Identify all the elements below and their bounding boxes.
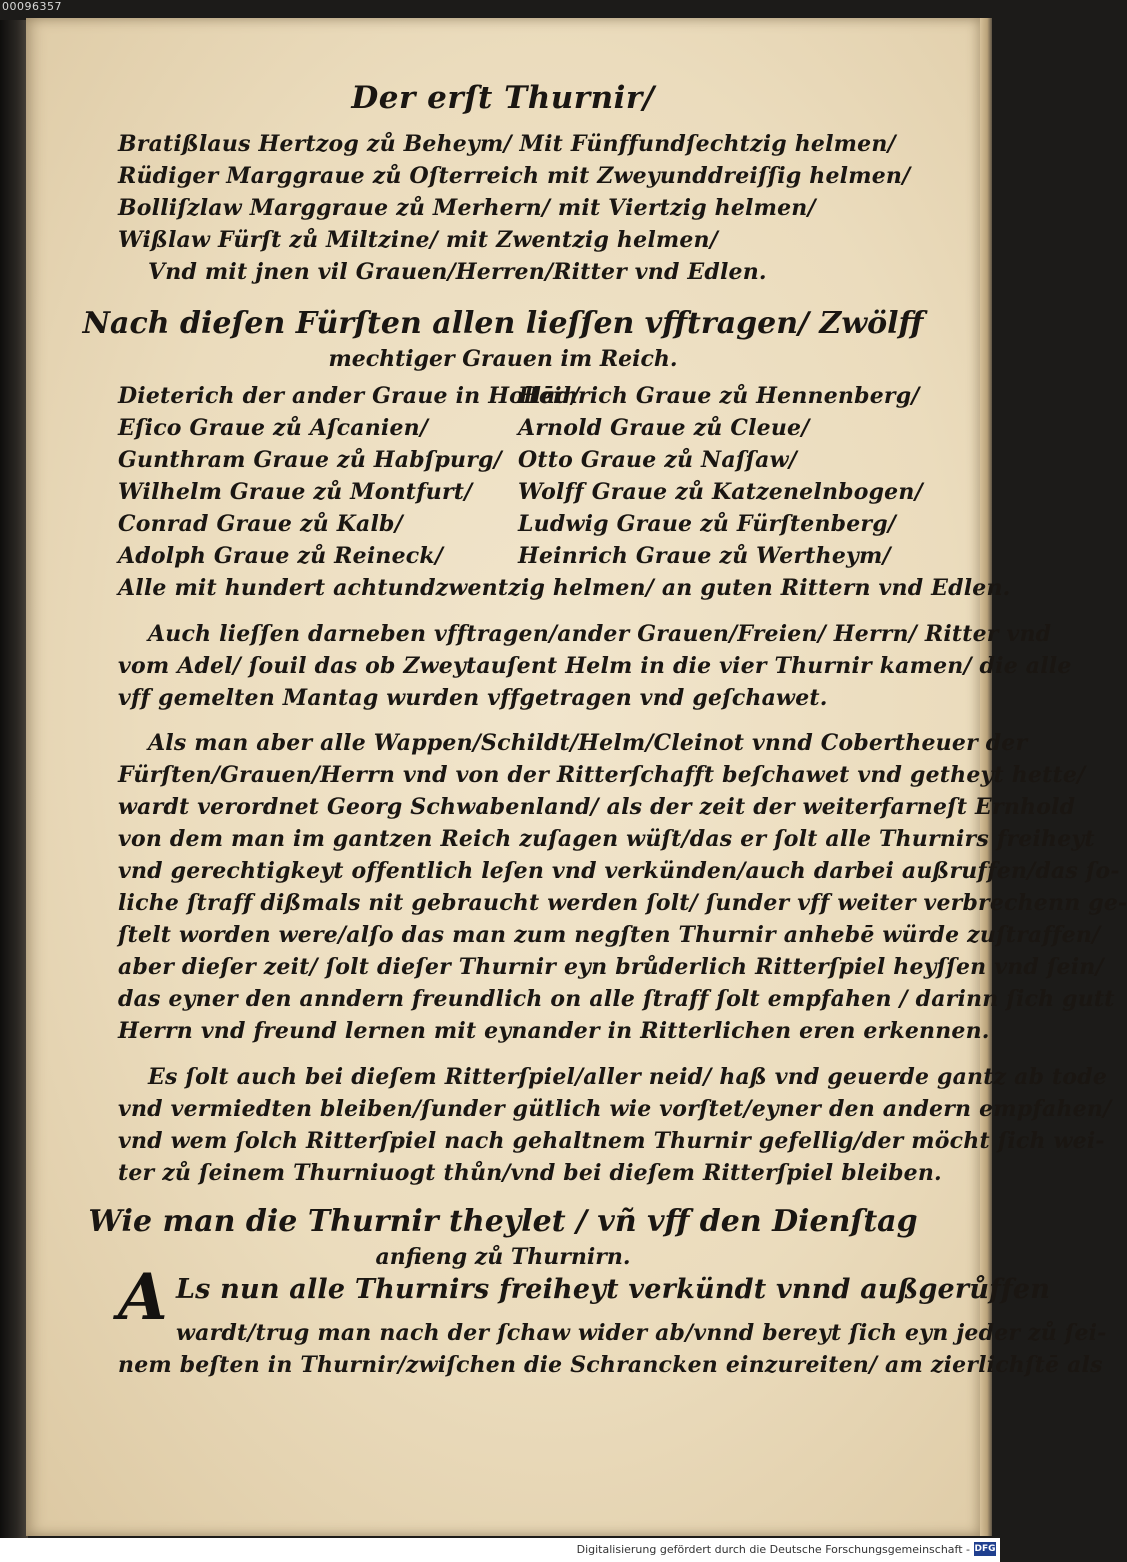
section-subheading: anfieng zů Thurnirn. — [375, 1244, 631, 1270]
text-line: Fürſten/Grauen/Herrn vnd von der Ritterſchafft beſchawet vnd getheyt hette/ — [118, 762, 1086, 788]
funding-credit: Digitalisierung gefördert durch die Deutsche Forschungsgemeinschaft - — [576, 1543, 970, 1556]
text-line: vom Adel/ ſouil das ob Zweytauſent Helm in die vier Thurnir kamen/ die alle — [118, 653, 1072, 679]
text-line: vnd wem ſolch Ritterſpiel nach gehaltnem Thurnir gefellig/der möcht ſich wei- — [118, 1128, 1105, 1154]
text-line: aber dieſer zeit/ ſolt dieſer Thurnir eyn brůderlich Ritterſpiel heyſſen vnd ſein/ — [118, 954, 1104, 980]
section-subheading: mechtiger Grauen im Reich. — [328, 346, 678, 372]
text-line: Ls nun alle Thurnirs freiheyt verkündt vnnd außgerůffen — [176, 1274, 1051, 1305]
count-left: Conrad Graue zů Kalb/ — [118, 511, 403, 537]
text-line: das eyner den anndern freundlich on alle ſtraff ſolt empfahen / darinn ſich gutt — [118, 986, 1115, 1012]
count-right: Otto Graue zů Naſſaw/ — [518, 447, 797, 473]
section-heading: Wie man die Thurnir theylet / vñ vff den Dienſtag — [88, 1204, 918, 1239]
text-line: ter zů ſeinem Thurniuogt thůn/vnd bei dieſem Ritterſpiel bleiben. — [118, 1160, 942, 1186]
text-line: Bratißlaus Hertzog zů Beheym/ Mit Fünffundſechtzig helmen/ — [118, 131, 896, 157]
count-left: Eſico Graue zů Aſcanien/ — [118, 415, 429, 441]
decorated-initial: A — [118, 1260, 168, 1335]
count-right: Wolff Graue zů Katzenelnbogen/ — [518, 479, 923, 505]
text-line: Bolliſzlaw Marggraue zů Merhern/ mit Viertzig helmen/ — [118, 195, 816, 221]
text-line: Es ſolt auch bei dieſem Ritterſpiel/aller neid/ haß vnd geuerde gantz ab tode — [148, 1064, 1108, 1090]
count-right: Arnold Graue zů Cleue/ — [518, 415, 810, 441]
text-line: liche ſtraff dißmals nit gebraucht werden ſolt/ ſunder vff weiter verbrechenn ge- — [118, 890, 1127, 916]
text-line: nem beſten in Thurnir/zwiſchen die Schrancken einzureiten/ am zierlichſtē als — [118, 1352, 1103, 1378]
text-line: Rüdiger Marggraue zů Oſterreich mit Zweyunddreiſſig helmen/ — [118, 163, 911, 189]
text-line: Auch lieſſen darneben vfftragen/ander Grauen/Freien/ Herrn/ Ritter vnd — [148, 621, 1052, 647]
count-left: Wilhelm Graue zů Montfurt/ — [118, 479, 473, 505]
text-line: von dem man im gantzen Reich zuſagen wüſt/das er ſolt alle Thurnirs freiheyt — [118, 826, 1095, 852]
text-line: Als man aber alle Wappen/Schildt/Helm/Cleinot vnnd Cobertheuer der — [148, 730, 1028, 756]
footer-bar — [0, 1538, 1000, 1562]
text-line: ſtelt worden were/alſo das man zum negſten Thurnir anhebē würde zuſtraffen/ — [118, 922, 1101, 948]
text-line: Wißlaw Fürſt zů Miltzine/ mit Zwentzig helmen/ — [118, 227, 718, 253]
section-heading: Nach dieſen Fürſten allen lieſſen vfftragen/ Zwölff — [82, 306, 924, 341]
running-head: Der erſt Thurnir/ — [351, 80, 655, 116]
count-left: Adolph Graue zů Reineck/ — [118, 543, 444, 569]
image-id: 00096357 — [2, 0, 62, 13]
book-spine — [0, 20, 28, 1540]
text-line: Vnd mit jnen vil Grauen/Herren/Ritter vnd Edlen. — [148, 259, 767, 285]
counts-total: Alle mit hundert achtundzwentzig helmen/ an guten Rittern vnd Edlen. — [118, 575, 1011, 601]
text-line: wardt verordnet Georg Schwabenland/ als der zeit der weiterfarneſt Ernhold — [118, 794, 1076, 820]
text-line: vnd vermiedten bleiben/ſunder gütlich wie vorſtet/eyner den andern empfahen/ — [118, 1096, 1112, 1122]
text-line: vff gemelten Mantag wurden vffgetragen vnd geſchawet. — [118, 685, 828, 711]
count-right: Heinrich Graue zů Hennenberg/ — [518, 383, 920, 409]
dfg-logo: DFG — [974, 1544, 996, 1554]
count-right: Ludwig Graue zů Fürſtenberg/ — [518, 511, 897, 537]
count-left: Gunthram Graue zů Habſpurg/ — [118, 447, 502, 473]
text-line: Herrn vnd freund lernen mit eynander in Ritterlichen eren erkennen. — [118, 1018, 990, 1044]
text-line: wardt/trug man nach der ſchaw wider ab/vnnd bereyt ſich eyn jeder zů ſei- — [176, 1320, 1107, 1346]
book-page — [26, 18, 1127, 1536]
count-right: Heinrich Graue zů Wertheym/ — [518, 543, 891, 569]
count-left: Dieterich der ander Graue in Hollād/ — [118, 383, 580, 409]
text-line: vnd gerechtigkeyt offentlich leſen vnd verkünden/auch darbei außruffen/das ſo- — [118, 858, 1120, 884]
